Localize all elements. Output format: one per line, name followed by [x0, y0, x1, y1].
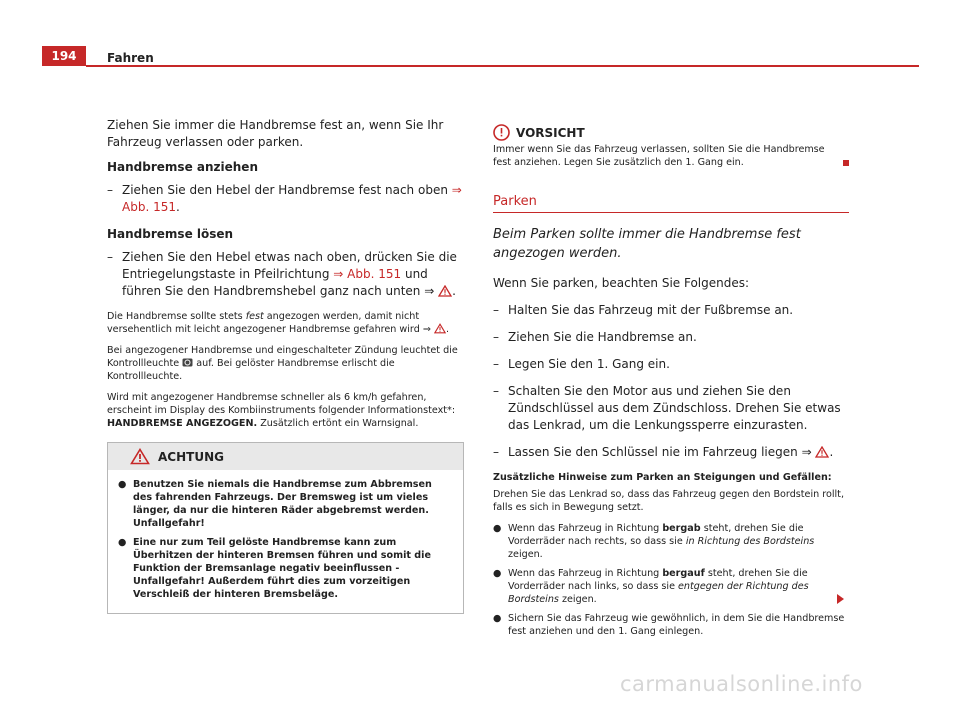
- apply-heading: Handbremse anziehen: [107, 160, 258, 174]
- slope-bullet: ● Sichern Sie das Fahrzeug wie gewöhnlich, in dem Sie die Handbremse fest anziehen und den 1. Gang einlegen.: [493, 613, 845, 637]
- warning-body: [108, 470, 463, 613]
- caution-text: Immer wenn Sie das Fahrzeug verlassen, sollten Sie die Handbremse fest anziehen. Legen Sie zusätzlich den 1. Gang ein.: [493, 143, 849, 169]
- slope-bullet: ● Wenn das Fahrzeug in Richtung bergauf steht, drehen Sie die Vorderräder nach links, so dass sie entgegen der Richtung des Bordsteins zeigen.: [493, 568, 809, 605]
- section-end-marker: [843, 160, 849, 166]
- warning-triangle-icon[interactable]: [438, 285, 452, 297]
- dash-marker: –: [107, 250, 113, 264]
- warning-item: ● Eine nur zum Teil gelöste Handbremse kann zum Überhitzen der hinteren Bremsen führen und somit die Funktion der Bremsanlage negativ beeinflussen - Unfallgefahr! Außerdem führt dies zum vorzeitigen Verschleiß der hinteren Bremsbeläge.: [118, 537, 431, 600]
- parking-step: – Lassen Sie den Schlüssel nie im Fahrzeug liegen ⇒ .: [493, 445, 834, 459]
- right-column: [493, 124, 849, 644]
- lead-text: Beim Parken sollte immer die Handbremse fest angezogen werden.: [493, 227, 801, 261]
- watermark: carmanualsonline.info: [620, 672, 863, 696]
- warning-box: [107, 442, 464, 614]
- warning-item: ● Benutzen Sie niemals die Handbremse zum Abbremsen des fahrenden Fahrzeugs. Der Bremsweg ist um vieles länger, da nur die hinteren Räder abgebremst werden. Unfallgefahr!: [118, 479, 432, 529]
- dash-marker: –: [493, 303, 499, 317]
- dash-marker: –: [493, 330, 499, 344]
- dash-marker: –: [493, 384, 499, 398]
- continue-arrow-icon: [837, 594, 844, 604]
- release-step-text: Ziehen Sie den Hebel etwas nach oben, drücken Sie die Entriegelungstaste in Pfeilrichtung ⇒ Abb. 151 und führen Sie den Handbremshebel ganz nach unten ⇒ .: [122, 250, 457, 298]
- page-number: 194: [42, 46, 86, 66]
- warning-header: [108, 443, 463, 470]
- dash-marker: –: [107, 183, 113, 197]
- dash-marker: –: [493, 445, 499, 459]
- caution-circle-icon: [493, 124, 510, 141]
- left-column: [107, 117, 464, 614]
- bullet-marker: ●: [493, 523, 502, 534]
- warning-triangle-icon: [130, 448, 150, 465]
- bullet-marker: ●: [493, 568, 502, 579]
- caution-label: VORSICHT: [516, 125, 585, 140]
- note-fest: Die Handbremse sollte stets fest angezogen werden, damit nicht versehentlich mit leicht angezogener Handbremse gefahren wird ⇒ .: [107, 311, 450, 335]
- slope-bullet: ● Wenn das Fahrzeug in Richtung bergab steht, drehen Sie die Vorderräder nach rechts, so dass sie in Richtung des Bordsteins zeigen.: [493, 523, 815, 560]
- bullet-marker: ●: [118, 537, 127, 548]
- warning-triangle-icon[interactable]: [815, 446, 829, 458]
- parking-step: – Schalten Sie den Motor aus und ziehen Sie den Zündschlüssel aus dem Zündschloss. Drehen Sie etwas das Lenkrad, um die Lenkungssperre einzurasten.: [493, 384, 841, 432]
- section-title: Parken: [493, 194, 849, 213]
- figure-link[interactable]: ⇒ Abb. 151: [122, 183, 462, 214]
- bullet-marker: ●: [118, 479, 127, 490]
- release-step: [107, 249, 464, 300]
- slope-heading: Zusätzliche Hinweise zum Parken an Steigungen und Gefällen:: [493, 472, 832, 483]
- caution-header: [493, 124, 849, 141]
- warning-triangle-icon[interactable]: [434, 323, 446, 334]
- parking-step: – Halten Sie das Fahrzeug mit der Fußbremse an.: [493, 303, 794, 317]
- parking-step: – Legen Sie den 1. Gang ein.: [493, 357, 670, 371]
- brake-warning-lamp-icon: [182, 358, 193, 367]
- warning-label: ACHTUNG: [158, 449, 224, 464]
- apply-step-text: Ziehen Sie den Hebel der Handbremse fest nach oben ⇒ Abb. 151.: [122, 183, 462, 214]
- figure-link[interactable]: ⇒ Abb. 151: [333, 267, 402, 281]
- dash-marker: –: [493, 357, 499, 371]
- running-title: Fahren: [107, 51, 154, 65]
- note-lamp: Bei angezogener Handbremse und eingeschalteter Zündung leuchtet die Kontrollleuchte auf. Bei gelöster Handbremse erlischt die Kontrollleuchte.: [107, 345, 458, 382]
- parking-intro: Wenn Sie parken, beachten Sie Folgendes:: [493, 276, 750, 290]
- intro-paragraph: Ziehen Sie immer die Handbremse fest an, wenn Sie Ihr Fahrzeug verlassen oder parken.: [107, 118, 444, 149]
- apply-step: [107, 182, 464, 216]
- parking-step: – Ziehen Sie die Handbremse an.: [493, 330, 697, 344]
- note-speed: Wird mit angezogener Handbremse schneller als 6 km/h gefahren, erscheint im Display des Kombiinstruments folgender Informationstext*: HANDBREMSE ANGEZOGEN. Zusätzlich ertönt ein Warnsignal.: [107, 392, 456, 429]
- header-rule: [86, 65, 919, 67]
- bullet-marker: ●: [493, 613, 502, 624]
- release-heading: Handbremse lösen: [107, 227, 234, 241]
- slope-text: Drehen Sie das Lenkrad so, dass das Fahrzeug gegen den Bordstein rollt, falls es sich in Bewegung setzt.: [493, 489, 844, 513]
